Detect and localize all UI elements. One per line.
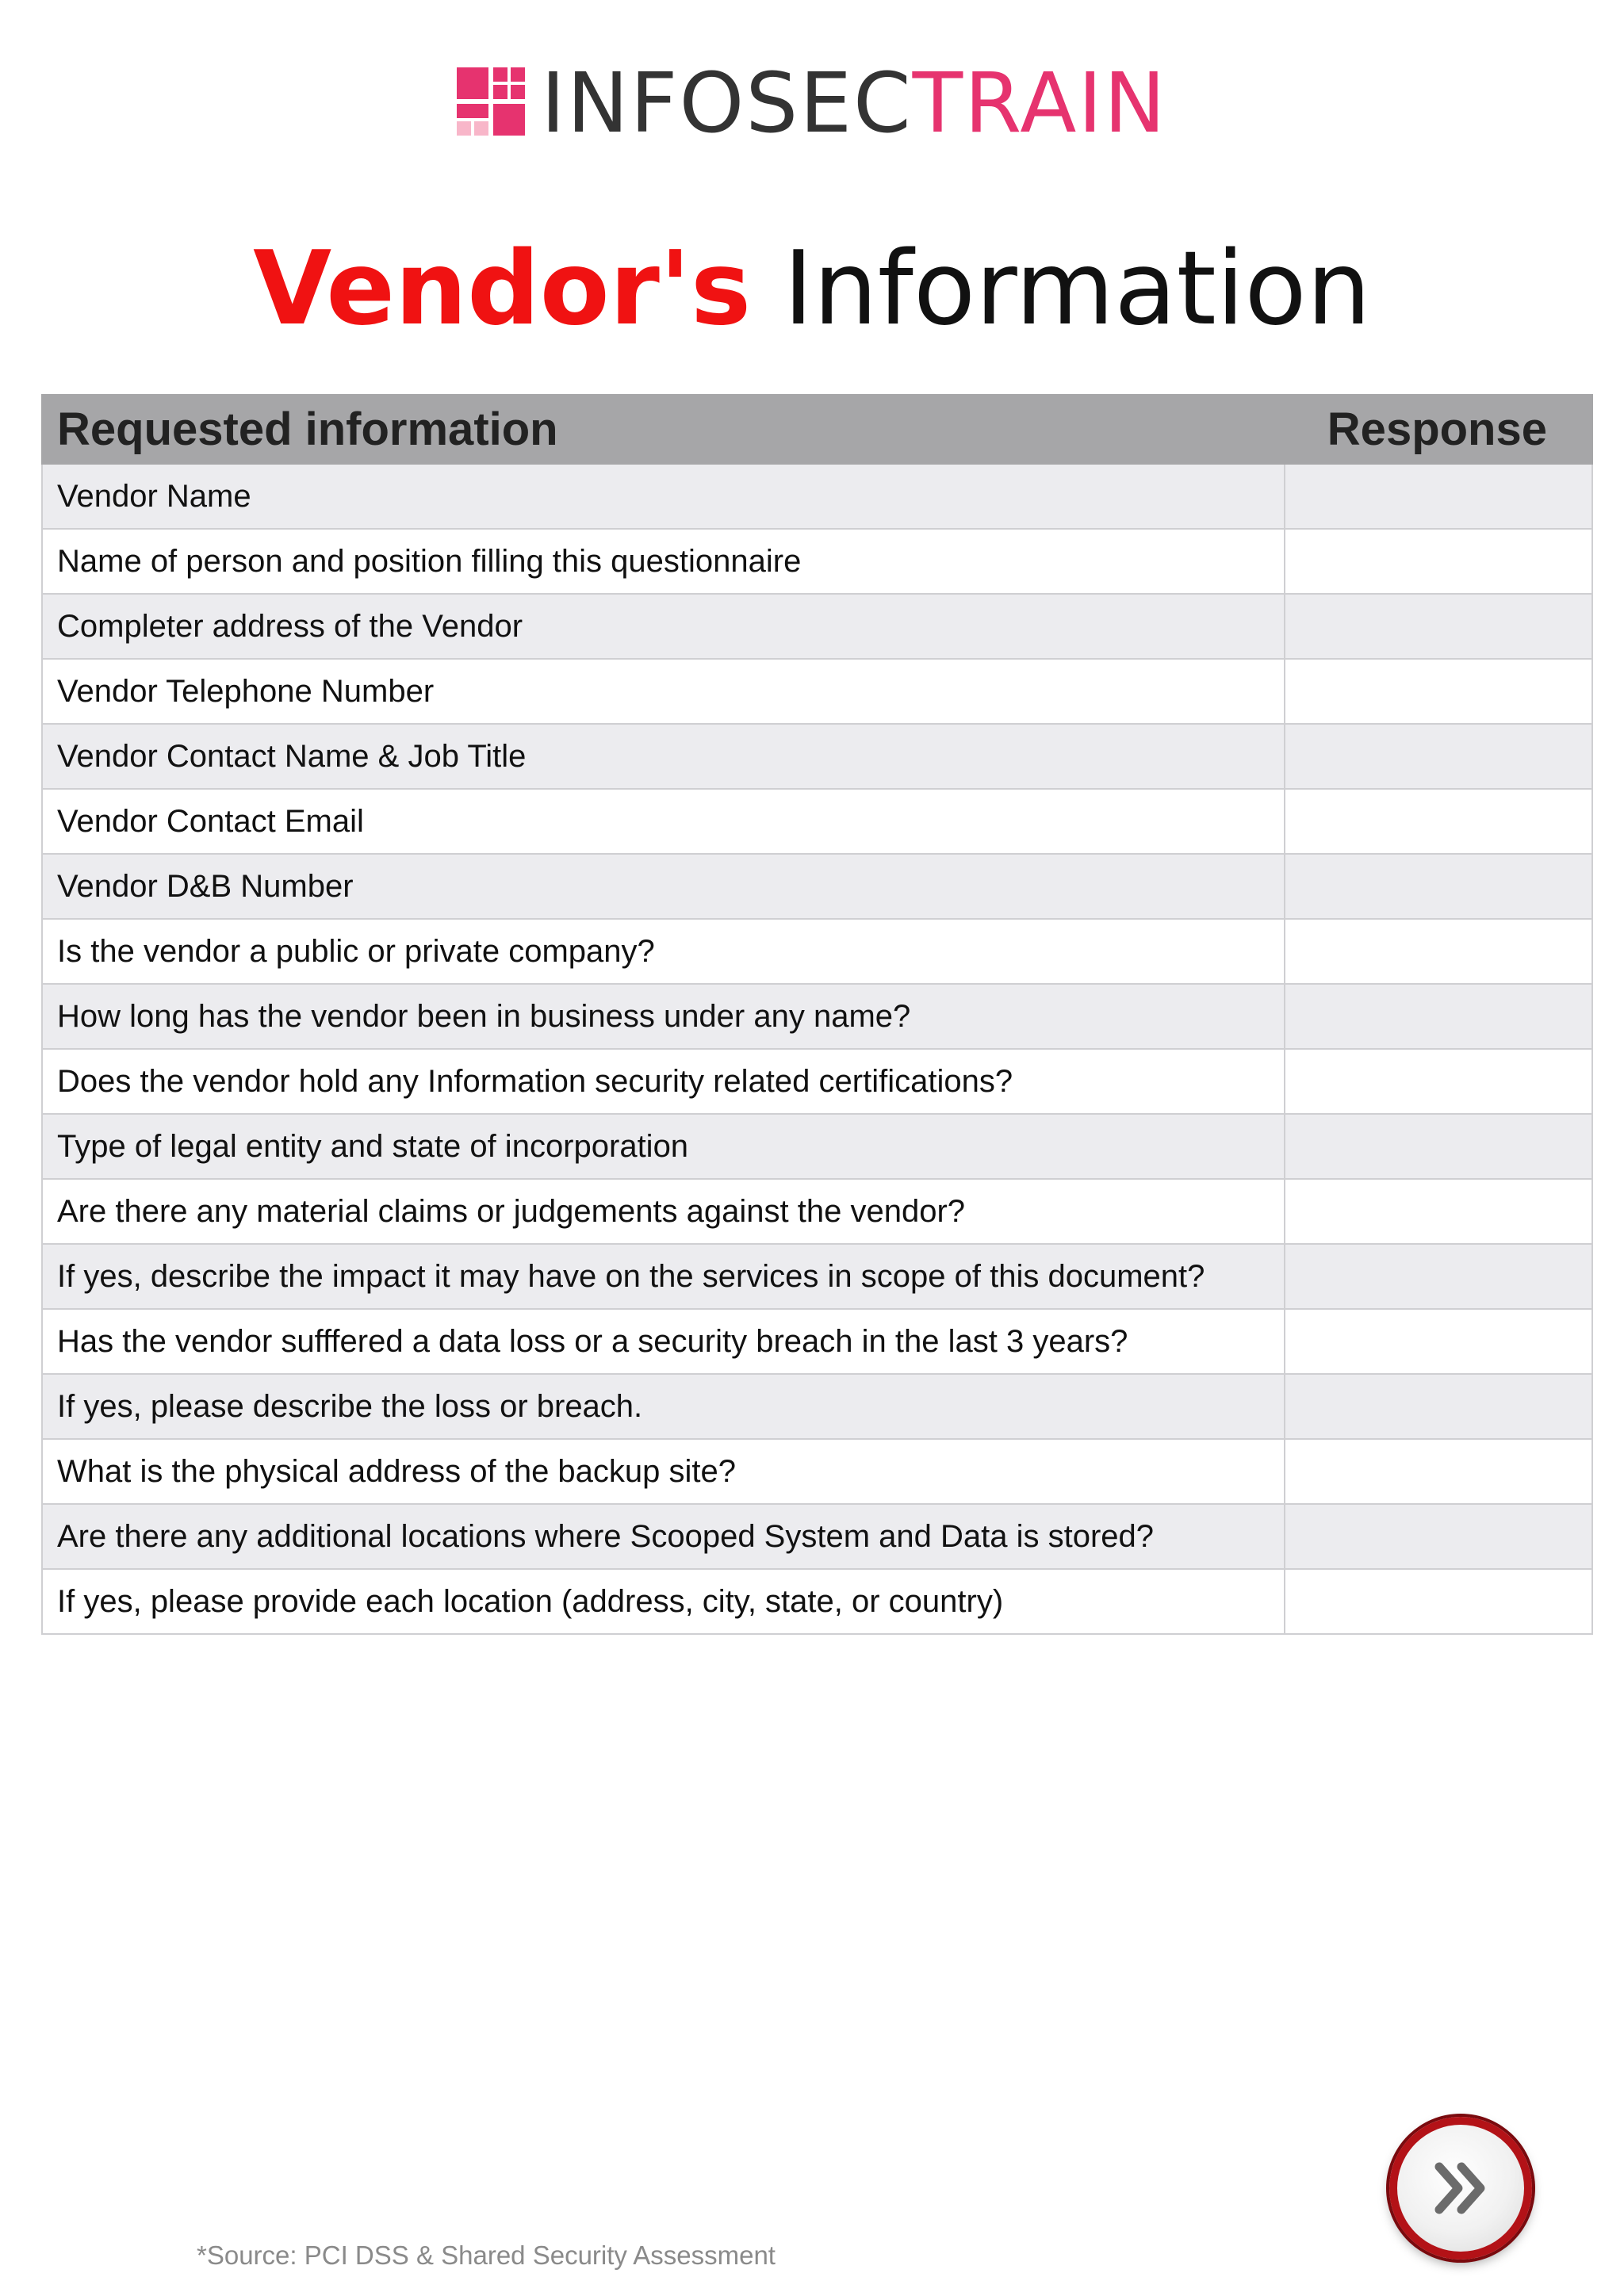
logo-text (541, 55, 1167, 151)
table-row (42, 1504, 1592, 1569)
table-row (42, 1114, 1592, 1179)
response-cell[interactable] (1285, 919, 1592, 984)
table-row (42, 1179, 1592, 1244)
question-cell: Has the vendor sufffered a data loss or a security breach in the last 3 years? (42, 1309, 1285, 1374)
response-cell[interactable] (1285, 724, 1592, 789)
response-cell[interactable] (1285, 1179, 1592, 1244)
question-cell: Does the vendor hold any Information security related certifications? (42, 1049, 1285, 1114)
question-cell: Type of legal entity and state of incorporation (42, 1114, 1285, 1179)
response-cell[interactable] (1285, 1439, 1592, 1504)
question-cell: If yes, please provide each location (address, city, state, or country) (42, 1569, 1285, 1634)
table-row (42, 529, 1592, 594)
page-title-highlight: Vendor's (253, 230, 752, 348)
page-title-rest: Information (783, 230, 1371, 348)
response-cell[interactable] (1285, 1569, 1592, 1634)
response-cell[interactable] (1285, 854, 1592, 919)
table-row (42, 659, 1592, 724)
question-cell: If yes, describe the impact it may have on the services in scope of this document? (42, 1244, 1285, 1309)
table-row (42, 854, 1592, 919)
question-cell: If yes, please describe the loss or breach. (42, 1374, 1285, 1439)
response-cell[interactable] (1285, 529, 1592, 594)
question-cell: How long has the vendor been in business under any name? (42, 984, 1285, 1049)
response-cell[interactable] (1285, 984, 1592, 1049)
table-row (42, 1049, 1592, 1114)
response-cell[interactable] (1285, 659, 1592, 724)
question-cell: Are there any material claims or judgements against the vendor? (42, 1179, 1285, 1244)
response-cell[interactable] (1285, 1374, 1592, 1439)
question-cell: What is the physical address of the backup site? (42, 1439, 1285, 1504)
table-row (42, 1374, 1592, 1439)
source-note: *Source: PCI DSS & Shared Security Assessment (197, 2241, 776, 2270)
table-row (42, 789, 1592, 854)
question-cell: Vendor Contact Name & Job Title (42, 724, 1285, 789)
response-cell[interactable] (1285, 464, 1592, 529)
column-header-response: Response (1285, 395, 1592, 464)
question-cell: Vendor D&B Number (42, 854, 1285, 919)
question-cell: Name of person and position filling this questionnaire (42, 529, 1285, 594)
response-cell[interactable] (1285, 1114, 1592, 1179)
column-header-requested-information: Requested information (42, 395, 1285, 464)
question-cell: Are there any additional locations where Scooped System and Data is stored? (42, 1504, 1285, 1569)
table-row (42, 984, 1592, 1049)
response-cell[interactable] (1285, 1049, 1592, 1114)
table-row (42, 594, 1592, 659)
table-row (42, 724, 1592, 789)
table-row (42, 1309, 1592, 1374)
brand-logo (0, 55, 1624, 151)
question-cell: Vendor Contact Email (42, 789, 1285, 854)
logo-text-train: TRAIN (912, 55, 1167, 151)
table-row (42, 1569, 1592, 1634)
question-cell: Vendor Name (42, 464, 1285, 529)
next-page-button[interactable] (1389, 2117, 1532, 2260)
table-row (42, 1244, 1592, 1309)
table-row (42, 919, 1592, 984)
grid-squares-logo-icon (457, 67, 528, 139)
response-cell[interactable] (1285, 1309, 1592, 1374)
response-cell[interactable] (1285, 1244, 1592, 1309)
page-title (0, 230, 1624, 348)
response-cell[interactable] (1285, 1504, 1592, 1569)
table-header-row (42, 395, 1592, 464)
logo-text-infosec: INFOSEC (541, 55, 913, 151)
question-cell: Vendor Telephone Number (42, 659, 1285, 724)
vendor-info-table (41, 394, 1593, 1635)
response-cell[interactable] (1285, 594, 1592, 659)
double-chevron-right-icon (1425, 2152, 1496, 2224)
question-cell: Is the vendor a public or private company? (42, 919, 1285, 984)
question-cell: Completer address of the Vendor (42, 594, 1285, 659)
table-row (42, 1439, 1592, 1504)
table-row (42, 464, 1592, 529)
response-cell[interactable] (1285, 789, 1592, 854)
